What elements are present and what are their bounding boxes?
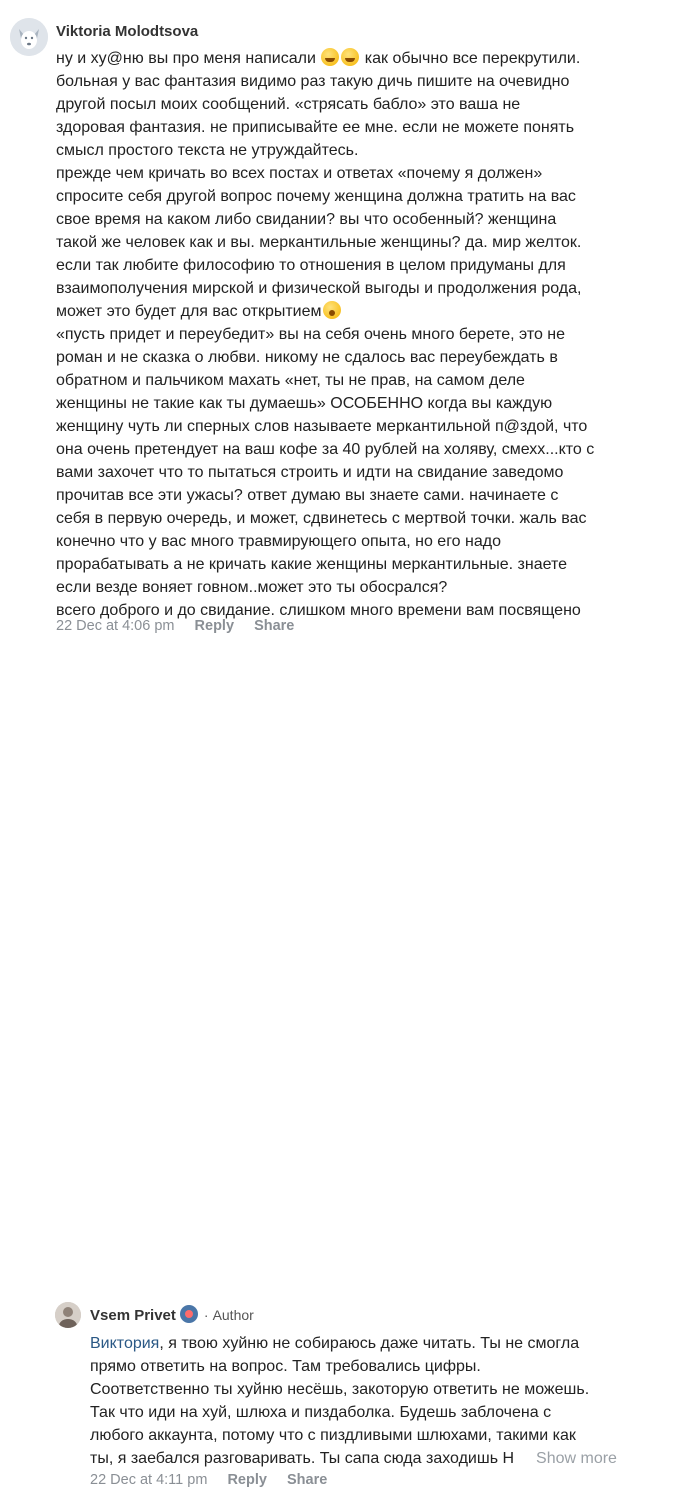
comment-line: смысл простого текста не утруждайтесь. [56,142,359,159]
comment-line: «пусть придет и переубедит» вы на себя очень много берете, это не [56,326,566,343]
comment-line: прочитав все эти ужасы? ответ думаю вы знаете сами. начинаете с [56,487,559,504]
comment-line: Так что иди на хуй, шлюха и пиздаболка. Будешь заблочена с [90,1404,552,1421]
author-badge-icon [180,1305,198,1323]
comment-author[interactable]: Viktoria Molodtsova [56,23,199,40]
comment-line: прямо ответить на вопрос. Там требовались цифры. [90,1358,481,1375]
rofl-emoji-icon [341,48,359,66]
avatar[interactable] [10,18,48,56]
comment-line: Соответственно ты хуйню несёшь, закоторую ответить не можешь. [90,1381,590,1398]
comment-line: такой же человек как и вы. меркантильные женщины? да. мир желток. [56,234,582,251]
comment-date[interactable]: 22 Dec at 4:11 pm [90,1472,208,1488]
comment-line: ты, я заебался разговаривать. Ты сапа сюда заходишь Н Show more [90,1450,617,1467]
comment-line: взаимополучения мирской и физической выгоды и продолжения рода, [56,280,582,297]
comment-line: она очень претендует на ваш кофе за 40 рублей на холяву, смехх...кто с [56,441,595,458]
comment-line: всего доброго и до свидание. слишком много времени вам посвящено [56,602,581,619]
comment-author: Vsem Privet · Author [90,1307,254,1324]
comment-line: больная у вас фантазия видимо раз такую дичь пишите на очевидно [56,73,570,90]
comment-line: может это будет для вас открытием [56,300,594,323]
comment-line: роман и не сказка о любви. никому не сдалось вас переубеждать в [56,349,558,366]
comment-line: если везде воняет говном..может это ты обосрался? [56,579,448,596]
comment-date[interactable]: 22 Dec at 4:06 pm [56,618,175,634]
share-button[interactable]: Share [286,1472,328,1488]
comment-line: другой посыл моих сообщений. «стрясать бабло» это ваша не [56,96,521,113]
comment-line: свое время на каком либо свидании? вы что особенный? женщина [56,211,557,228]
reply-button[interactable]: Reply [194,618,235,634]
avatar[interactable] [55,1302,81,1328]
comment-text [56,47,594,622]
dog-avatar-icon [10,18,48,56]
comment-meta [56,618,310,634]
comment-line: прорабатывать а не кричать какие женщины меркантильные. знаете [56,556,568,573]
rofl-emoji-icon [321,48,339,66]
user-photo-icon [55,1302,81,1328]
comment-line: конечно что у вас много травмирующего опыта, но его надо [56,533,501,550]
author-role: Author [212,1307,254,1323]
mention-link[interactable]: Виктория [90,1335,160,1352]
comment-line: здоровая фантазия. не приписывайте ее мне. если не можете понять [56,119,575,136]
show-more-link[interactable]: Show more [514,1450,617,1467]
share-button[interactable]: Share [254,618,295,634]
comment-line: ну и ху@ню вы про меня написали как обычно все перекрутили. [56,50,581,67]
comment-line: Виктория, я твою хуйню не собираюсь даже читать. Ты не смогла [90,1335,580,1352]
comment-line: любого аккаунта, потому что с пиздливыми шлюхами, такими как [90,1427,576,1444]
comment-line: если так любите философию то отношения в целом придуманы для [56,257,566,274]
comment-line: обратном и пальчиком махать «нет, ты не прав, на самом деле [56,372,525,389]
comment-line: вами захочет что то пытаться строить и идти на свидание заведомо [56,464,564,481]
comment-line: спросите себя другой вопрос почему женщина должна тратить на вас [56,188,576,205]
reply-button[interactable]: Reply [227,1472,267,1488]
comment-line: женщину чуть ли сперных слов называете меркантильной п@здой, что [56,418,588,435]
comment-line: женщины не такие как ты думаешь» ОСОБЕННО когда вы каждую [56,395,553,412]
comment-line: себя в первую очередь, и может, сдвинетесь с мертвой точки. жаль вас [56,510,587,527]
comment-line: прежде чем кричать во всех постах и ответах «почему я должен» [56,165,543,182]
shocked-emoji-icon [323,301,341,319]
comment-text [90,1332,617,1470]
comment-meta [90,1472,343,1488]
